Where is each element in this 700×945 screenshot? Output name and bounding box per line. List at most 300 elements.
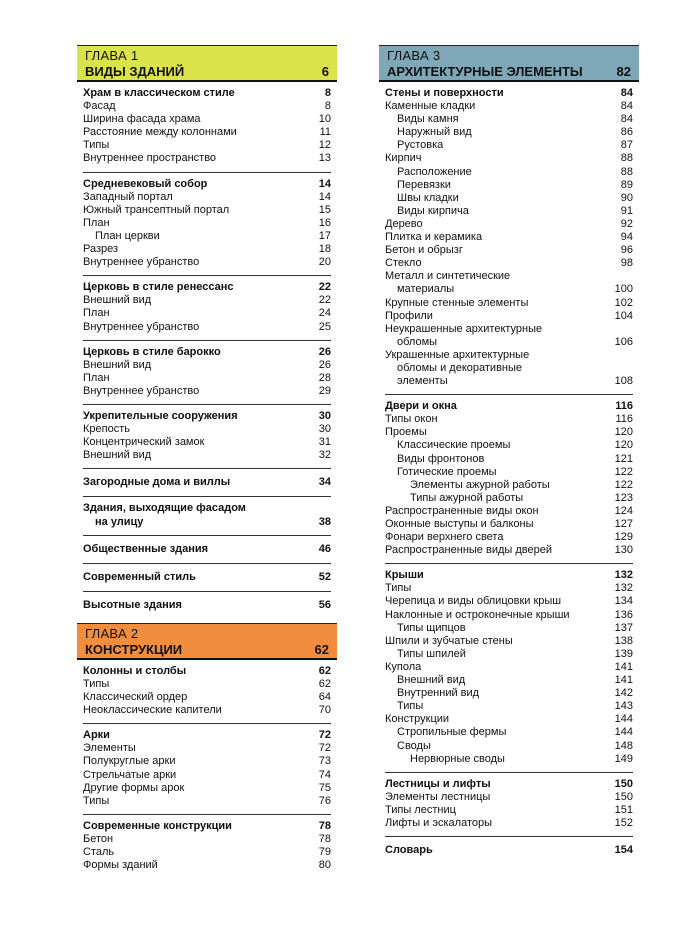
toc-entry[interactable] [83,782,331,795]
toc-entry[interactable] [385,622,633,635]
toc-page-number: 91 [620,204,633,217]
toc-entry-text: Крупные стенные элементы [385,296,529,309]
toc-entry[interactable] [385,544,633,557]
toc-entry[interactable] [385,635,633,648]
toc-entry-text: Нервюрные своды [410,752,505,765]
toc-page-number: 74 [318,768,331,781]
left-column [77,45,337,878]
toc-entry[interactable] [385,113,633,126]
toc-section [385,82,633,395]
toc-section [83,660,331,724]
toc-page-number: 149 [614,752,633,765]
toc-page-number: 72 [318,742,331,755]
toc-entry-text: Неукрашенные архитектурные [385,322,543,335]
toc-entry-text: Внутреннее убранство [83,256,200,269]
toc-entry-text: Наклонные и остроконечные крыши [385,608,570,621]
toc-entry-text: Стекло [385,257,422,270]
toc-entry-text: Виды фронтонов [397,452,485,465]
toc-entry[interactable] [385,166,633,179]
toc-page-number: 24 [318,307,331,320]
toc-page-number: 116 [615,400,633,413]
toc-section [83,536,331,564]
toc-section [83,276,331,340]
toc-entry[interactable] [385,726,633,739]
toc-entry[interactable] [83,204,331,217]
toc-page-number: 121 [614,452,633,465]
toc-heading-entry[interactable] [83,729,331,742]
toc-page-number: 87 [620,139,633,152]
toc-entry[interactable] [385,310,633,323]
toc-entry-text: материалы [397,283,455,296]
toc-entry[interactable] [83,678,331,691]
toc-entry-text: Классический ордер [83,691,188,704]
toc-entry[interactable] [83,100,331,113]
toc-entry[interactable] [83,256,331,269]
toc-entry-text: Церковь в стиле барокко [83,345,221,358]
toc-entry-text: на улицу [95,515,144,528]
toc-entry[interactable] [385,531,633,544]
toc-entry-text: Современный стиль [83,570,196,583]
toc-entry[interactable] [83,704,331,717]
toc-page-number: 78 [318,819,331,832]
toc-page-number: 104 [614,309,633,322]
chapter-title-row [387,63,631,80]
toc-entry[interactable] [385,323,633,336]
toc-entry[interactable] [385,595,633,608]
toc-entry[interactable] [83,294,331,307]
toc-entry-text: Словарь [385,844,433,857]
toc-entry[interactable] [83,742,331,755]
toc-page-number: 116 [615,413,633,426]
toc-page-number: 129 [614,531,633,544]
chapter-label: ГЛАВА 2 [85,625,139,641]
toc-entry-text: Церковь в стиле ренессанс [83,281,234,294]
toc-page-number: 102 [614,296,633,309]
toc-entry[interactable] [385,152,633,165]
toc-entry[interactable] [385,518,633,531]
toc-page-number: 79 [318,846,331,859]
toc-entry-text: Дерево [385,217,423,230]
toc-section [385,395,633,564]
toc-entry[interactable] [385,791,633,804]
toc-heading-entry[interactable] [83,571,331,584]
toc-entry[interactable] [385,231,633,244]
toc-page-number: 100 [614,283,633,296]
toc-page-number: 139 [614,647,633,660]
toc-entry-text: Металл и синтетические [385,270,511,283]
toc-entry-text: Лестницы и лифты [385,777,491,790]
toc-page-number: 142 [614,687,633,700]
toc-entry[interactable] [385,713,633,726]
chapter-block [77,45,337,619]
toc-page-number: 84 [620,87,633,99]
toc-entry-text: План [83,216,110,229]
toc-entry-text: Внешний вид [83,294,152,307]
toc-heading-entry[interactable] [83,599,331,612]
toc-entry-text: Стрельчатые арки [83,768,177,781]
toc-section [83,592,331,619]
toc-section [385,564,633,772]
toc-heading-entry[interactable] [83,665,331,678]
toc-heading-entry[interactable] [83,410,331,423]
toc-page-number: 144 [614,713,633,726]
toc-heading-entry[interactable] [83,502,331,515]
toc-heading-entry[interactable] [83,178,331,191]
toc-heading-entry[interactable] [83,820,331,833]
toc-page-number: 138 [614,634,633,647]
toc-entry-text: Конструкции [385,713,450,726]
toc-entry-text: Высотные здания [83,598,182,611]
toc-entry-text: Элементы лестницы [385,790,491,803]
toc-entry-text: Каменные кладки [385,100,476,113]
toc-page-number: 73 [318,755,331,768]
toc-entry-text: Классические проемы [397,439,511,452]
toc-entry[interactable] [83,139,331,152]
toc-entry-text: Наружный вид [397,126,472,139]
chapter-block [77,623,337,878]
toc-entry[interactable] [83,846,331,859]
toc-page-number: 52 [318,570,331,583]
toc-page-number: 88 [620,152,633,165]
toc-entry[interactable] [385,804,633,817]
toc-entry-text: Элементы ажурной работы [410,478,550,491]
chapter-title: КОНСТРУКЦИИ [85,641,183,657]
toc-entry[interactable] [83,321,331,334]
toc-entry-text: Типы [397,700,424,713]
toc-entry[interactable] [385,492,633,505]
toc-page-number: 72 [318,729,331,742]
toc-entry[interactable] [83,113,331,126]
toc-page-number: 62 [318,678,331,690]
toc-page-number: 150 [614,790,633,803]
toc-entry-text: Загородные дома и виллы [83,476,231,489]
toc-page-number: 90 [620,191,633,204]
toc-entry[interactable] [385,466,633,479]
toc-entry[interactable] [385,426,633,439]
toc-heading-entry[interactable] [83,281,331,294]
chapter-sections [379,82,639,864]
toc-page-number: 38 [318,515,331,528]
toc-entry[interactable] [385,439,633,452]
toc-entry-text: Проемы [385,426,427,439]
toc-entry[interactable] [385,740,633,753]
toc-entry-text: Швы кладки [397,191,459,204]
toc-page-number: 22 [318,281,331,294]
toc-entry[interactable] [385,687,633,700]
chapter-header[interactable] [77,623,337,660]
toc-entry-text: Арки [83,729,110,742]
toc-entry-text: Фасад [83,100,116,113]
toc-entry-text: Внутреннее убранство [83,384,200,397]
toc-page-number: 137 [614,621,633,634]
toc-heading-entry[interactable] [83,516,331,529]
toc-entry[interactable] [83,217,331,230]
toc-section [83,815,331,878]
toc-entry-text: Плитка и керамика [385,231,483,244]
toc-page-number: 75 [318,781,331,794]
toc-entry[interactable] [83,191,331,204]
toc-entry-text: Готические проемы [397,465,497,478]
toc-heading-entry[interactable] [385,569,633,582]
toc-entry-text: Ширина фасада храма [83,113,201,126]
toc-entry[interactable] [83,359,331,372]
toc-heading-entry[interactable] [83,87,331,100]
toc-entry-text: Фонари верхнего света [385,531,504,544]
toc-page-number: 12 [318,139,331,152]
toc-entry[interactable] [83,449,331,462]
toc-entry-text: Кирпич [385,152,422,165]
toc-heading-entry[interactable] [83,346,331,359]
toc-entry-text: Храм в классическом стиле [83,87,235,99]
chapter-label: ГЛАВА 1 [85,48,139,63]
toc-entry-text: Типы ажурной работы [410,491,524,504]
toc-entry[interactable] [83,769,331,782]
toc-entry-text: Своды [397,739,431,752]
chapter-page-number: 6 [321,64,329,79]
toc-entry-text: Расположение [397,165,472,178]
toc-page-number: 154 [614,844,633,857]
toc-entry-text: Укрепительные сооружения [83,409,238,422]
toc-entry-text: Типы щипцов [397,621,466,634]
toc-entry-text: Полукруглые арки [83,755,176,768]
toc-entry[interactable] [83,126,331,139]
chapter-block [379,45,639,864]
toc-entry-text: Распространенные виды окон [385,504,539,517]
toc-entry-text: обломы [397,335,438,348]
toc-entry[interactable] [385,283,633,296]
toc-entry-text: Средневековый собор [83,177,208,190]
toc-section [83,405,331,469]
chapter-header[interactable] [77,45,337,82]
toc-entry[interactable] [83,307,331,320]
toc-page-number: 22 [318,294,331,307]
toc-entry-text: Концентрический замок [83,436,205,449]
toc-entry[interactable] [385,257,633,270]
toc-entry-text: Формы зданий [83,859,158,872]
toc-entry[interactable] [385,244,633,257]
toc-entry-text: Расстояние между колоннами [83,126,237,139]
toc-entry-text: Внешний вид [83,358,152,371]
toc-entry[interactable] [83,795,331,808]
toc-page-number: 80 [318,859,331,872]
toc-entry[interactable] [385,453,633,466]
toc-page-number: 123 [614,491,633,504]
toc-page-number: 17 [318,229,331,242]
toc-page-number: 26 [318,345,331,358]
toc-entry[interactable] [385,139,633,152]
toc-entry-text: Стропильные фермы [397,726,507,739]
toc-page-number: 143 [614,700,633,713]
toc-entry[interactable] [83,423,331,436]
toc-entry-text: Внешний вид [83,449,152,462]
toc-entry[interactable] [83,859,331,872]
toc-section [83,724,331,815]
toc-entry[interactable] [83,755,331,768]
toc-page-number: 15 [318,203,331,216]
toc-section [83,497,331,535]
toc-page-number: 13 [318,152,331,165]
toc-entry[interactable] [83,230,331,243]
toc-entry[interactable] [83,436,331,449]
toc-entry[interactable] [83,243,331,256]
toc-page-number: 18 [318,243,331,256]
toc-heading-entry[interactable] [385,844,633,857]
toc-entry-text: Типы [83,794,110,807]
toc-page-number: 8 [324,87,331,99]
toc-entry-text: Южный трансептный портал [83,203,230,216]
toc-entry[interactable] [385,375,633,388]
toc-entry[interactable] [83,372,331,385]
toc-page-number: 29 [318,384,331,397]
toc-entry[interactable] [385,817,633,830]
toc-entry-text: Элементы [83,742,136,755]
toc-entry[interactable] [385,609,633,622]
toc-entry[interactable] [385,297,633,310]
toc-entry[interactable] [385,179,633,192]
toc-page-number: 28 [318,371,331,384]
toc-page-number: 31 [318,436,331,449]
toc-entry-text: Другие формы арок [83,781,185,794]
toc-page-number: 84 [620,100,633,113]
toc-entry-text: Общественные здания [83,542,209,555]
toc-entry[interactable] [385,270,633,283]
toc-entry-text: План церкви [95,229,160,242]
toc-entry[interactable] [385,349,633,362]
toc-entry[interactable] [385,218,633,231]
toc-entry-text: Распространенные виды дверей [385,544,552,557]
toc-heading-entry[interactable] [83,476,331,489]
toc-entry-text: Внешний вид [397,674,466,687]
toc-entry-text: Сталь [83,846,115,859]
toc-entry[interactable] [385,205,633,218]
chapter-page-number: 82 [616,64,631,79]
toc-page-number: 84 [620,113,633,126]
toc-entry-text: Разрез [83,243,119,256]
toc-page-number: 10 [318,113,331,126]
toc-page-number: 122 [614,465,633,478]
toc-page-number: 150 [614,777,633,790]
toc-page-number: 88 [620,165,633,178]
chapter-header[interactable] [379,45,639,82]
toc-page-number: 98 [620,257,633,270]
toc-page-number: 152 [614,816,633,829]
toc-entry-text: Черепица и виды облицовки крыш [385,595,562,608]
toc-entry-text: Типы [83,139,110,152]
toc-entry-text: Бетон и обрызг [385,244,463,257]
toc-page-number: 56 [318,598,331,611]
toc-page-number: 148 [614,739,633,752]
toc-page-number: 120 [614,439,633,452]
toc-page-number: 30 [318,409,331,422]
toc-page-number: 132 [614,582,633,595]
toc-page-number: 14 [318,177,331,190]
toc-entry-text: Бетон [83,832,114,845]
toc-heading-entry[interactable] [385,87,633,100]
toc-entry[interactable] [385,753,633,766]
toc-page-number: 34 [318,476,331,489]
toc-heading-entry[interactable] [83,543,331,556]
toc-page-number: 122 [614,478,633,491]
toc-page-number: 96 [620,244,633,257]
toc-section [83,173,331,277]
toc-entry-text: элементы [397,375,448,388]
toc-entry[interactable] [385,700,633,713]
toc-entry[interactable] [385,413,633,426]
toc-page-number: 25 [318,320,331,333]
toc-entry[interactable] [385,362,633,375]
toc-entry-text: Оконные выступы и балконы [385,518,534,530]
chapter-title: АРХИТЕКТУРНЫЕ ЭЛЕМЕНТЫ [387,64,583,79]
toc-entry[interactable] [385,100,633,113]
toc-entry[interactable] [385,192,633,205]
toc-entry-text: Внутренний вид [397,687,480,700]
toc-entry-text: Лифты и эскалаторы [385,816,493,829]
toc-entry[interactable] [385,505,633,518]
toc-page-number: 127 [614,518,633,530]
toc-entry[interactable] [83,385,331,398]
toc-entry-text: Виды камня [397,113,459,126]
toc-page-number: 8 [324,100,331,113]
toc-heading-entry[interactable] [385,778,633,791]
toc-entry[interactable] [83,152,331,165]
toc-page-number: 108 [614,375,633,388]
toc-entry-text: Профили [385,309,433,322]
toc-entry[interactable] [385,479,633,492]
toc-section [83,469,331,497]
toc-entry-text: План [83,307,110,320]
toc-entry-text: Стены и поверхности [385,87,504,99]
toc-entry[interactable] [385,661,633,674]
toc-entry-text: Внутреннее пространство [83,152,217,165]
toc-entry-text: Внутреннее убранство [83,320,200,333]
toc-entry[interactable] [83,691,331,704]
toc-page-number: 30 [318,423,331,436]
toc-page-number: 32 [318,449,331,462]
toc-page-number: 16 [318,216,331,229]
toc-entry-text: Крыши [385,569,424,582]
toc-page-number: 136 [614,608,633,621]
toc-entry[interactable] [385,336,633,349]
toc-page-number: 94 [620,231,633,244]
toc-entry[interactable] [385,674,633,687]
toc-page-number: 64 [318,691,331,704]
chapter-label: ГЛАВА 3 [387,48,441,63]
toc-page-number: 130 [614,544,633,557]
toc-page-number: 46 [318,542,331,555]
toc-entry-text: Двери и окна [385,400,457,413]
toc-page-number: 124 [614,504,633,517]
chapter-sections [77,660,337,878]
toc-entry-text: обломы и декоративные [397,361,523,374]
toc-page-number: 144 [614,726,633,739]
toc-page-number: 92 [620,217,633,230]
toc-entry-text: Виды кирпича [397,204,469,217]
toc-entry[interactable] [385,126,633,139]
toc-entry[interactable] [83,833,331,846]
toc-section [385,773,633,837]
chapter-title-row [85,641,329,658]
toc-page-number: 76 [318,794,331,807]
toc-entry[interactable] [385,582,633,595]
chapter-sections [77,82,337,619]
chapter-title: ВИДЫ ЗДАНИЙ [85,64,185,79]
toc-page-number: 151 [614,803,633,816]
toc-section [83,82,331,173]
toc-entry-text: Шпили и зубчатые стены [385,634,513,647]
toc-entry-text: Западный портал [83,190,173,203]
toc-entry[interactable] [385,648,633,661]
toc-heading-entry[interactable] [385,400,633,413]
